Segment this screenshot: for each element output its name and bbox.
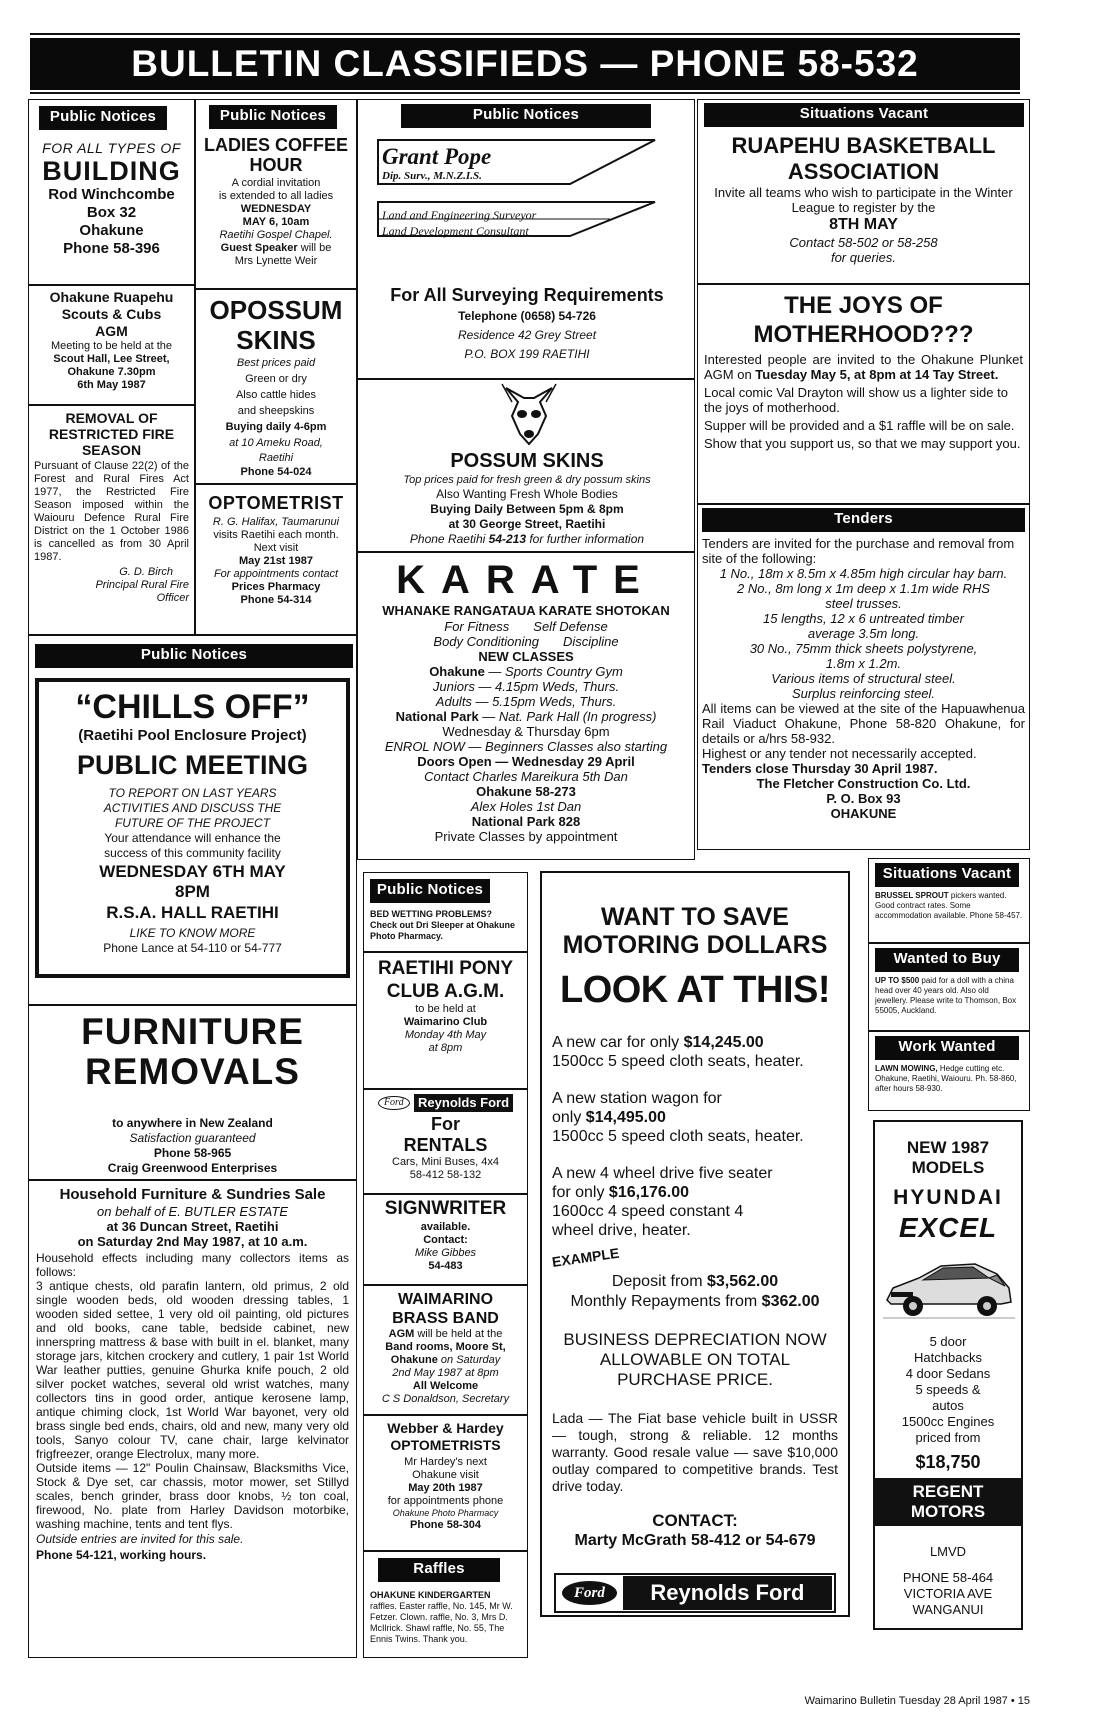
tenders-l12: P. O. Box 93 xyxy=(826,791,901,806)
building-name: Rod Winchcombe xyxy=(48,186,175,203)
lada-deposit xyxy=(552,1272,838,1292)
rentals-title: RENTALS xyxy=(403,1135,488,1156)
sign-box xyxy=(363,1194,528,1285)
hyundai-addr1: VICTORIA AVE xyxy=(903,1586,993,1601)
brass-l1 xyxy=(368,1328,523,1341)
opossum-title: OPOSSUM SKINS xyxy=(209,295,343,355)
tenders-l7: Surplus reinforcing steel. xyxy=(791,686,936,701)
opossum-l1: Best prices paid xyxy=(236,357,316,369)
hyundai-price: $18,750 xyxy=(915,1452,981,1472)
hyundai-d1: 5 door xyxy=(929,1334,967,1349)
scouts-agm: AGM xyxy=(95,323,128,339)
chills-date: WEDNESDAY 6TH MAY xyxy=(99,862,286,881)
tenders-l9: Highest or any tender not necessarily accepted. xyxy=(702,746,977,761)
col1-header: Public Notices xyxy=(39,106,167,130)
pope-role1: Land and Engineering Surveyor xyxy=(382,208,537,222)
work-text xyxy=(875,1064,1023,1094)
hyundai-phone: PHONE 58-464 xyxy=(902,1570,994,1585)
lada-a3c: 1600cc 4 speed constant 4 xyxy=(552,1203,744,1220)
lada-brand: Reynolds Ford xyxy=(623,1576,832,1610)
karate-l1a: For Fitness xyxy=(444,619,510,634)
pope-addr2: P.O. BOX 199 RAETIHI xyxy=(464,347,590,361)
wanted-text xyxy=(875,976,1023,1016)
banner-rule-bottom xyxy=(30,92,1020,94)
furniture-l2: Satisfaction guaranteed xyxy=(129,1131,256,1145)
scouts-l2: Scout Hall, Lee Street, xyxy=(53,353,170,365)
joys-p3: Supper will be provided and a $1 raffle will be on sale. xyxy=(704,418,1015,433)
hyundai-dealer-block xyxy=(875,1478,1021,1526)
lada-title2: MOTORING DOLLARS xyxy=(562,931,828,959)
optometrist-l5: For appointments contact xyxy=(213,568,339,580)
karate-l2a: Body Conditioning xyxy=(433,634,539,649)
col3b-header: Public Notices xyxy=(370,879,490,903)
furniture-box xyxy=(28,1005,357,1180)
chills-time: 8PM xyxy=(175,882,210,901)
karate-l3: NEW CLASSES xyxy=(478,649,574,664)
lada-a1-price: $14,245.00 xyxy=(683,1034,764,1051)
sale-p2: 3 antique chests, old parafin lantern, old primus, 2 old single wooden beds, old wooden dressing tables, 1 wooden sided settee, 1 very old oil painting, old pictures and old books, cane table, bedside cabinet, new innerspring mattress & base with built in el. blanket, many storage jars, kitchen crockery and cutlery, 1 pair 1st World War leather putties, genuine Ghurka knife pouch, 2 old silver pocket watches, several old wrist watches, many collectors tins in good order, antique kerosene lamp, antique chiming clock, 1st World War bayonet, very old brass single bed ends, chairs, old and new, many very old tools, Sanyo colour TV, cane chair, large kelvinator frigfreezer, orange Electrolux, many more. xyxy=(36,1279,349,1461)
hyundai-l1: NEW 1987 xyxy=(906,1138,990,1157)
sale-p4: Outside entries are invited for this sale. xyxy=(36,1532,244,1546)
furniture-l3: Phone 58-965 xyxy=(153,1146,232,1160)
bed-l2: Check out Dri Sleeper at Ohakune Photo Pharmacy. xyxy=(370,920,516,941)
furniture-l4: Craig Greenwood Enterprises xyxy=(107,1161,278,1175)
karate-l7 xyxy=(362,709,690,724)
fire-box xyxy=(28,405,195,635)
sale-l1: on behalf of E. BUTLER ESTATE xyxy=(97,1204,288,1219)
optometrist-l2: visits Raetihi each month. xyxy=(213,529,339,541)
lada-biz: BUSINESS DEPRECIATION NOW ALLOWABLE ON TOTAL PURCHASE PRICE. xyxy=(563,1330,827,1389)
hyundai-l2: MODELS xyxy=(911,1158,985,1177)
possum-l5a: Phone Raetihi xyxy=(409,532,489,546)
karate-l12: Ohakune 58-273 xyxy=(476,784,576,799)
brass-title: WAIMARINO BRASS BAND xyxy=(392,1291,499,1327)
basket-l1: Invite all teams who wish to participate in the Winter League to register by the xyxy=(714,185,1013,215)
hyundai-ad xyxy=(873,1120,1023,1630)
webber-l4: for appointments phone xyxy=(387,1495,504,1507)
hyundai-dealer1: REGENT xyxy=(912,1482,984,1501)
karate-l13: Alex Holes 1st Dan xyxy=(470,799,582,814)
chills-title: “CHILLS OFF” xyxy=(75,688,310,726)
coffee-l1: A cordial invitation xyxy=(231,177,321,189)
karate-title: KARATE xyxy=(396,558,656,602)
karate-l2b: Discipline xyxy=(562,634,619,649)
pope-quals: Dip. Surv., M.N.Z.I.S. xyxy=(382,170,482,182)
opossum-l4: and sheepskins xyxy=(237,405,315,417)
joys-box xyxy=(697,284,1030,504)
sale-l3: on Saturday 2nd May 1987, at 10 a.m. xyxy=(77,1234,308,1249)
building-phone: Phone 58-396 xyxy=(63,240,160,257)
possum-l3: Buying Daily Between 5pm & 8pm xyxy=(430,502,624,516)
hyundai-model: EXCEL xyxy=(898,1212,998,1243)
fire-sig2: Principal Rural Fire xyxy=(95,579,189,591)
lada-desc: Lada — The Fiat base vehicle built in USSR — tough, strong & reliable. 12 months warranty. Good resale value — save $10,000 outlay compared to competitive brands. Test drive today. xyxy=(552,1410,838,1494)
sale-p3: Outside items — 12" Poulin Chainsaw, Blacksmiths Vice, Stock & Dye set, car chassis, motor mower, set Stillyd scales, bench grinder, brass door knobs, ½ ton coal, firewood, No. plate from Harley Davidson motorbike, washing machine, tents and tent flys. xyxy=(36,1461,349,1531)
karate-l11: Contact Charles Mareikura 5th Dan xyxy=(424,769,628,784)
pope-title: For All Surveying Requirements xyxy=(390,285,664,305)
chills-header: Public Notices xyxy=(35,644,353,668)
chills-l3: FUTURE OF THE PROJECT xyxy=(114,816,271,830)
opossum-l8: Phone 54-024 xyxy=(240,466,312,478)
karate-l6: Adults — 5.15pm Weds, Thurs. xyxy=(435,694,617,709)
coffee-l2: is extended to all ladies xyxy=(218,190,334,202)
possum-l5b: 54-213 xyxy=(488,532,527,546)
tenders-l4: 15 lengths, 12 x 6 untreated timber xyxy=(763,611,964,626)
coffee-l6 xyxy=(201,242,351,255)
lada-ford-logo-icon xyxy=(562,1581,617,1605)
rentals-for: For xyxy=(431,1114,460,1135)
ford-logo-icon xyxy=(378,1096,410,1110)
building-line1: FOR ALL TYPES OF xyxy=(42,140,181,156)
fire-title: REMOVAL OF RESTRICTED FIRE SEASON xyxy=(48,410,175,458)
pony-box xyxy=(363,952,528,1089)
chills-venue: R.S.A. HALL RAETIHI xyxy=(106,903,279,922)
lada-mon-value: $362.00 xyxy=(761,1293,820,1310)
lada-mon-text: Monthly Repayments from xyxy=(570,1293,762,1310)
work-a: LAWN MOWING, xyxy=(875,1064,938,1073)
lada-a3: A new 4 wheel drive five seater xyxy=(552,1165,773,1182)
joys-p4: Show that you support us, so that we may support you. xyxy=(704,436,1021,451)
chills-sub: (Raetihi Pool Enclosure Project) xyxy=(78,727,307,744)
sign-title: SIGNWRITER xyxy=(384,1198,507,1219)
fire-body: Pursuant of Clause 22(2) of the Forest and Rural Fires Act 1977, the Restricted Fire Season imposed within the Waiouru Defence Rural Fire District on the 1 October 1986 is cancelled as from 30 April 1987. xyxy=(34,460,189,563)
pony-l1: to be held at xyxy=(415,1003,476,1015)
chills-meeting: PUBLIC MEETING xyxy=(76,750,308,780)
basket-box xyxy=(697,99,1030,284)
chills-outer xyxy=(28,635,357,1005)
rentals-ford: Ford xyxy=(383,1097,404,1108)
karate-l7b: — Nat. Park Hall (In progress) xyxy=(478,709,657,724)
pope-name: Grant Pope xyxy=(382,144,492,169)
webber-l5: Ohakune Photo Pharmacy xyxy=(392,1508,499,1518)
hyundai-lmvd: LMVD xyxy=(929,1544,967,1559)
tenders-l6: Various items of structural steel. xyxy=(771,671,956,686)
opossum-l5: Buying daily 4-6pm xyxy=(225,421,327,433)
pony-l4: at 8pm xyxy=(428,1042,463,1054)
page-footer: Waimarino Bulletin Tuesday 28 April 1987 • 15 xyxy=(804,1695,1030,1707)
lada-a2: A new station wagon for xyxy=(552,1090,722,1107)
tenders-l5b: 1.8m x 1.2m. xyxy=(825,656,902,671)
chills-l6: LIKE TO KNOW MORE xyxy=(129,926,256,940)
lada-a3b xyxy=(552,1183,838,1202)
webber-l2: Ohakune visit xyxy=(412,1469,479,1481)
karate-l4 xyxy=(362,664,690,679)
col2-header: Public Notices xyxy=(209,105,337,129)
coffee-l6a: Guest Speaker xyxy=(220,242,298,254)
lada-a1 xyxy=(552,1033,838,1052)
bed-l1: BED WETTING PROBLEMS? xyxy=(370,909,492,919)
brass-l5: C S Donaldson, Secretary xyxy=(381,1393,510,1405)
brass-l1b: will be held at the xyxy=(414,1328,503,1340)
possum-l4: at 30 George Street, Raetihi xyxy=(448,517,606,531)
opossum-l6: at 10 Ameku Road, xyxy=(229,437,323,449)
raffles-l1: OHAKUNE KINDERGARTEN xyxy=(370,1590,491,1600)
chills-l2: ACTIVITIES AND DISCUSS THE xyxy=(103,801,282,815)
lada-a1-text: A new car for only xyxy=(552,1034,684,1051)
hyundai-d2: Hatchbacks xyxy=(914,1350,982,1365)
joys-p1a: Interested people are invited to the Ohakune Plunket AGM on xyxy=(704,352,1023,382)
sale-p1: Household effects including many collectors items as follows: xyxy=(36,1251,349,1279)
optometrist-l7: Phone 54-314 xyxy=(240,594,312,606)
possum-l5 xyxy=(358,533,695,546)
building-town: Ohakune xyxy=(79,222,144,239)
webber-l3: May 20th 1987 xyxy=(408,1482,483,1494)
karate-l15: Private Classes by appointment xyxy=(434,829,618,844)
hyundai-addr2: WANGANUI xyxy=(912,1602,984,1617)
wanted-a: UP TO $500 xyxy=(875,976,920,985)
tenders-l4b: average 3.5m long. xyxy=(807,626,920,641)
sign-l4: 54-483 xyxy=(428,1260,463,1272)
col4-header2: Tenders xyxy=(702,508,1025,532)
coffee-l5: Raetihi Gospel Chapel. xyxy=(219,229,333,241)
optometrist-l6: Prices Pharmacy xyxy=(231,581,321,593)
tenders-l3b: steel trusses. xyxy=(825,596,902,611)
tenders-l13: OHAKUNE xyxy=(830,806,897,821)
lada-a3-price: $16,176.00 xyxy=(608,1184,689,1201)
karate-l14: National Park 828 xyxy=(471,814,581,829)
lada-a2b xyxy=(552,1108,838,1127)
brussel-box xyxy=(868,858,1030,943)
col4b-header1: Situations Vacant xyxy=(875,863,1019,887)
brussel-b: pickers wanted. Good contract rates. Some accommodation available. Phone 58-457. xyxy=(875,891,1023,920)
karate-l2 xyxy=(362,634,690,649)
lada-look: LOOK AT THIS! xyxy=(559,969,831,1011)
raffles-box xyxy=(363,1551,528,1658)
fire-sig3: Officer xyxy=(156,592,189,604)
lada-a3d: wheel drive, heater. xyxy=(552,1222,691,1239)
tenders-box xyxy=(697,504,1030,850)
brass-l2a: Band rooms, Moore St, Ohakune xyxy=(385,1341,506,1366)
lada-marty: Marty McGrath 58-412 or 54-679 xyxy=(574,1532,816,1549)
tenders-l11: The Fletcher Construction Co. Ltd. xyxy=(756,776,971,791)
webber-title: Webber & Hardey OPTOMETRISTS xyxy=(387,1420,504,1453)
chills-l4: Your attendance will enhance the xyxy=(104,831,281,845)
wanted-box xyxy=(868,943,1030,1031)
col4b-header3: Work Wanted xyxy=(875,1036,1019,1060)
karate-l1b: Self Defense xyxy=(533,619,608,634)
banner-title: BULLETIN CLASSIFIEDS — PHONE 58-532 xyxy=(131,43,919,84)
optometrist-l1: R. G. Halifax, Taumarunui xyxy=(212,516,340,528)
scouts-box xyxy=(28,285,195,405)
optometrist-title: OPTOMETRIST xyxy=(208,493,344,513)
hyundai-dealer2: MOTORS xyxy=(910,1502,986,1521)
tenders-l8: All items can be viewed at the site of the Hapuawhenua Rail Viaduct Ohakune, Phone 58-820 Ohakune, for details or a/hrs 58-932. xyxy=(702,701,1025,746)
karate-l1 xyxy=(362,619,690,634)
scouts-l4: 6th May 1987 xyxy=(77,379,146,391)
hyundai-d4: 5 speeds & xyxy=(915,1382,981,1397)
sale-p5: Phone 54-121, working hours. xyxy=(36,1548,207,1562)
col4-header1: Situations Vacant xyxy=(704,103,1024,127)
joys-p1 xyxy=(704,352,1023,382)
lada-a2c: 1500cc 5 speed cloth seats, heater. xyxy=(552,1128,804,1145)
tenders-l10: Tenders close Thursday 30 April 1987. xyxy=(702,761,938,776)
joys-title: THE JOYS OF MOTHERHOOD??? xyxy=(753,292,974,348)
pony-l3: Monday 4th May xyxy=(404,1029,487,1041)
basket-date: 8TH MAY xyxy=(829,216,898,233)
joys-p2: Local comic Val Drayton will show us a lighter side to the joys of motherhood. xyxy=(704,385,1008,415)
building-box: Box 32 xyxy=(86,204,137,221)
lada-a1b: 1500cc 5 speed cloth seats, heater. xyxy=(552,1053,804,1070)
sale-box xyxy=(28,1180,357,1658)
pony-l2: Waimarino Club xyxy=(403,1016,488,1028)
tenders-l2: 1 No., 18m x 8.5m x 4.85m high circular hay barn. xyxy=(719,566,1008,581)
webber-l1: Mr Hardey's next xyxy=(404,1456,487,1468)
coffee-l6b: will be xyxy=(297,242,332,254)
karate-l7a: National Park xyxy=(395,709,479,724)
sign-l1: available. xyxy=(420,1221,471,1233)
lada-dep-value: $3,562.00 xyxy=(706,1273,779,1290)
lada-title1: WANT TO SAVE xyxy=(601,903,789,931)
hyundai-brand: HYUNDAI xyxy=(893,1186,1003,1209)
work-box xyxy=(868,1031,1030,1111)
tenders-l5: 30 No., 75mm thick sheets polystyrene, xyxy=(749,641,978,656)
karate-l8: Wednesday & Thursday 6pm xyxy=(442,724,610,739)
chills-frame xyxy=(35,678,350,978)
rentals-box xyxy=(363,1089,528,1194)
hyundai-d3: 4 door Sedans xyxy=(905,1366,991,1381)
pope-addr1: Residence 42 Grey Street xyxy=(457,328,597,342)
rentals-l2: 58-412 58-132 xyxy=(409,1169,482,1182)
sale-l2: at 36 Duncan Street, Raetihi xyxy=(106,1219,279,1234)
opossum-box xyxy=(195,289,357,484)
furniture-title2: REMOVALS xyxy=(85,1051,300,1092)
brussel-a: BRUSSEL SPROUT xyxy=(875,891,949,900)
possum-head-icon xyxy=(498,382,560,448)
karate-sub: WHANAKE RANGATAUA KARATE SHOTOKAN xyxy=(382,603,670,618)
brass-l2b: on Saturday xyxy=(437,1354,501,1366)
rentals-brand-row xyxy=(368,1094,523,1112)
karate-l10: Doors Open — Wednesday 29 April xyxy=(417,754,635,769)
pope-box xyxy=(357,99,695,379)
hyundai-d6: 1500cc Engines xyxy=(901,1414,995,1429)
webber-l6: Phone 58-304 xyxy=(410,1519,481,1531)
karate-l4b: — Sports Country Gym xyxy=(484,664,623,679)
lada-ford: Ford xyxy=(574,1585,605,1601)
scouts-l1: Meeting to be held at the xyxy=(50,340,173,352)
car-image-icon xyxy=(879,1248,1019,1330)
pony-title: RAETIHI PONY CLUB A.G.M. xyxy=(377,958,514,1002)
joys-p1b: Tuesday May 5, at 8pm at 14 Tay Street. xyxy=(755,367,999,382)
brass-l1a: AGM xyxy=(388,1328,415,1340)
brussel-text xyxy=(875,891,1023,921)
pope-phone: Telephone (0658) 54-726 xyxy=(458,309,596,323)
wanted-b: paid for a doll with a china head over 40 years old. Also old jewellery. Please write to Thomson, Box 55005, Auckland. xyxy=(875,976,1017,1015)
bed-box xyxy=(363,872,528,952)
coffee-l7: Mrs Lynette Weir xyxy=(234,255,318,267)
hyundai-d7: priced from xyxy=(915,1430,981,1445)
furniture-l1: to anywhere in New Zealand xyxy=(112,1116,273,1130)
banner-rule-top xyxy=(30,33,1020,35)
karate-box xyxy=(357,552,695,860)
raffles-l2: raffles. Easter raffle, No. 145, Mr W. Fetzer. Clown. raffle, No. 3, Mrs D. McIlrick. Shawl raffle, No. 55, The Ennis Twins. Thank you. xyxy=(370,1601,513,1644)
work-b: Hedge cutting etc. Ohakune, Raetihi, Waiouru. Ph. 58-860, after hours 58-930. xyxy=(875,1064,1017,1093)
sign-l2: Contact: xyxy=(423,1234,468,1246)
brass-box xyxy=(363,1285,528,1415)
webber-box xyxy=(363,1415,528,1551)
optometrist-box xyxy=(195,484,357,635)
scouts-l3: Ohakune 7.30pm xyxy=(67,366,156,378)
lada-a3b-text: for only xyxy=(552,1184,609,1201)
chills-l7: Phone Lance at 54-110 or 54-777 xyxy=(103,941,282,955)
scouts-title: Ohakune Ruapehu Scouts & Cubs xyxy=(49,289,174,322)
lada-contact: CONTACT: xyxy=(652,1511,738,1530)
opossum-l2: Green or dry xyxy=(245,373,307,385)
opossum-l7: Raetihi xyxy=(258,452,294,464)
hyundai-d5: autos xyxy=(932,1398,964,1413)
basket-l3: for queries. xyxy=(830,250,897,265)
karate-l9: ENROL NOW — Beginners Classes also starting xyxy=(384,739,668,754)
possum-l5c: for further information xyxy=(526,532,645,546)
lada-a2b-text: only xyxy=(552,1109,586,1126)
col3-header: Public Notices xyxy=(401,104,651,128)
coffee-l4: MAY 6, 10am xyxy=(242,216,310,228)
chills-l5: success of this community facility xyxy=(104,846,281,860)
brass-l4: All Welcome xyxy=(412,1380,479,1392)
sale-title: Household Furniture & Sundries Sale xyxy=(59,1186,326,1203)
tenders-l1: Tenders are invited for the purchase and removal from site of the following: xyxy=(702,536,1015,566)
optometrist-l4: May 21st 1987 xyxy=(239,555,313,567)
possum-title: POSSUM SKINS xyxy=(450,450,604,472)
coffee-box xyxy=(195,99,357,289)
tenders-l3: 2 No., 8m long x 1m deep x 1.1m wide RHS xyxy=(737,581,990,596)
basket-l2: Contact 58-502 or 58-258 xyxy=(789,235,938,250)
basket-title: RUAPEHU BASKETBALL ASSOCIATION xyxy=(731,133,996,184)
fire-sig1: G. D. Birch xyxy=(119,566,173,578)
sign-l3: Mike Gibbes xyxy=(414,1247,477,1259)
optometrist-l3: Next visit xyxy=(253,542,299,554)
lada-monthly xyxy=(552,1292,838,1312)
rentals-l1: Cars, Mini Buses, 4x4 xyxy=(392,1156,499,1169)
lada-brand-bar xyxy=(554,1573,836,1613)
pope-role2: Land Development Consultant xyxy=(382,224,529,238)
possum-l1: Top prices paid for fresh green & dry possum skins xyxy=(403,474,651,486)
rentals-brand: Reynolds Ford xyxy=(414,1094,513,1112)
lada-dep-text: Deposit from xyxy=(611,1273,707,1290)
possum-box xyxy=(357,379,695,552)
lada-example: EXAMPLE xyxy=(550,1244,621,1270)
chills-l1: TO REPORT ON LAST YEARS xyxy=(108,786,277,800)
lada-ad xyxy=(540,871,850,1617)
lada-a2-price: $14,495.00 xyxy=(585,1109,666,1126)
coffee-title: LADIES COFFEE HOUR xyxy=(203,135,348,175)
brass-l2 xyxy=(368,1341,523,1367)
opossum-l3: Also cattle hides xyxy=(235,389,317,401)
brass-l3: 2nd May 1987 at 8pm xyxy=(392,1367,499,1379)
col4b-header2: Wanted to Buy xyxy=(875,948,1019,972)
coffee-l3: WEDNESDAY xyxy=(240,203,312,215)
furniture-title1: FURNITURE xyxy=(81,1011,304,1052)
building-title: BUILDING xyxy=(42,156,181,186)
raffles-header: Raffles xyxy=(378,1558,500,1582)
karate-l5: Juniors — 4.15pm Weds, Thurs. xyxy=(432,679,620,694)
karate-l4a: Ohakune xyxy=(429,664,485,679)
col1-building-box xyxy=(28,99,195,285)
possum-l2: Also Wanting Fresh Whole Bodies xyxy=(436,487,618,501)
